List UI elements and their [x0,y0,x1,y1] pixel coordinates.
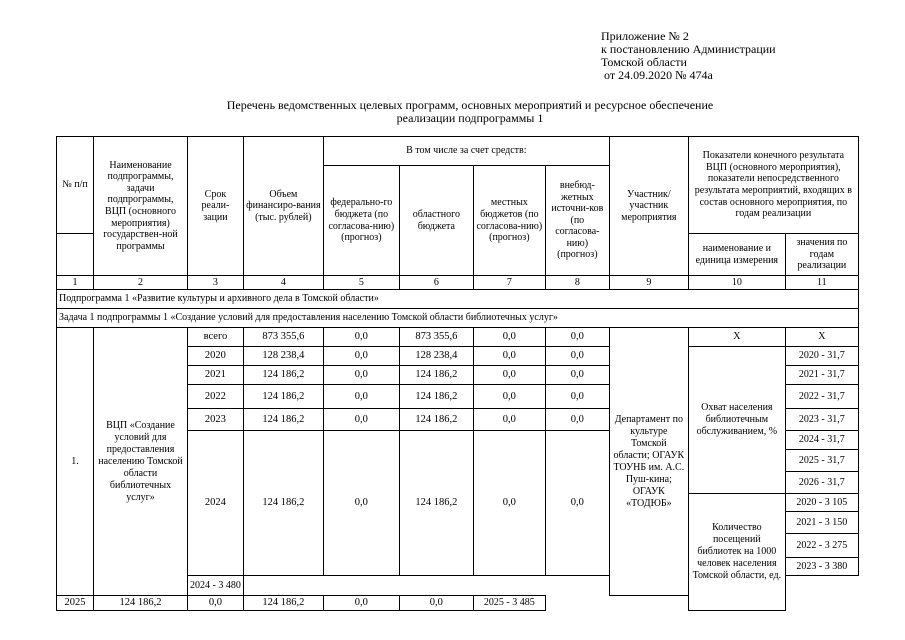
header-volume: Объем финансиро-вания (тыс. рублей) [243,137,323,276]
header-indicator-name: наименование и единица измерения [688,234,785,276]
volume-cell: 873 355,6 [243,328,323,347]
extra-cell: 0,0 [545,347,609,366]
item-number: 1. [57,328,94,596]
header-indicators: Показатели конечного результата ВЦП (основного мероприятия), показатели непосредственного результата мероприятий, входящих в состав основного мероприятия, по годам реализации [688,137,858,234]
header-regional: областного бюджета [399,166,473,276]
federal-cell: 0,0 [323,366,399,385]
local-cell: 0,0 [473,347,545,366]
volume-cell: 124 186,2 [94,596,188,611]
indicator-2-value: 2023 - 3 380 [785,558,858,576]
column-number: 1 [57,276,94,290]
federal-cell: 0,0 [323,431,399,576]
term-cell: 2020 [188,347,244,366]
volume-cell: 124 186,2 [243,431,323,576]
regional-cell: 124 186,2 [399,366,473,385]
indicator-1-value: 2020 - 31,7 [785,347,858,366]
local-cell: 0,0 [473,328,545,347]
local-cell: 0,0 [473,431,545,576]
appendix-line: к постановлению Администрации [601,42,776,56]
indicator-1-value: 2025 - 31,7 [785,450,858,472]
column-number: 11 [785,276,858,290]
column-numbers-row [57,276,859,290]
program-table [56,136,859,611]
indicator-1-value: 2023 - 31,7 [785,409,858,431]
federal-cell: 0,0 [188,596,244,611]
volume-cell: 124 186,2 [243,366,323,385]
indicator-1-value: 2026 - 31,7 [785,472,858,494]
regional-cell: 124 186,2 [399,409,473,431]
indicator-2-value: 2021 - 3 150 [785,512,858,534]
regional-cell: 124 186,2 [399,385,473,409]
extra-cell: 0,0 [545,409,609,431]
title-line-1: Перечень ведомственных целевых программ, основных мероприятий и ресурсное обеспечение [226,98,714,112]
federal-cell: 0,0 [323,328,399,347]
regional-cell: 124 186,2 [243,596,323,611]
federal-cell: 0,0 [323,347,399,366]
header-name: Наименование подпрограммы, задачи подпрограммы, ВЦП (основного мероприятия) государствен-ной программы [94,137,188,276]
indicator-1-name: Охват населения библиотечным обслуживанием, % [688,347,785,494]
column-number: 9 [609,276,688,290]
header-including: В том числе за счет средств: [323,137,609,166]
indicator-1-value: 2021 - 31,7 [785,366,858,385]
header-term: Срок реали-зации [188,137,244,276]
column-number: 8 [545,276,609,290]
task-row: Задача 1 подпрограммы 1 «Создание условий для предоставления населению Томской области библиотечных услуг» [57,309,859,328]
term-cell: 2025 [57,596,94,611]
indicator-2-value: 2025 - 3 485 [473,596,545,611]
local-cell: 0,0 [323,596,399,611]
local-cell: 0,0 [473,385,545,409]
header-participant: Участник/ участник мероприятия [609,137,688,276]
appendix-note [601,30,776,82]
term-cell: 2022 [188,385,244,409]
indicator-2-value: 2022 - 3 275 [785,534,858,558]
column-number: 10 [688,276,785,290]
column-number: 6 [399,276,473,290]
header-extra: внебюд-жетных источни-ков (по согласова-нию) (прогноз) [545,166,609,276]
indicator-2-value: 2020 - 3 105 [785,494,858,512]
subprogram-row: Подпрограмма 1 «Развитие культуры и архивного дела в Томской области» [57,290,859,309]
column-number: 4 [243,276,323,290]
header-indicator-values: значения по годам реализации [785,234,858,276]
indicator-1-value: 2022 - 31,7 [785,385,858,409]
federal-cell: 0,0 [323,409,399,431]
header-local: местных бюджетов (по согласова-нию) (прогноз) [473,166,545,276]
federal-cell: 0,0 [323,385,399,409]
title-line-2: реализации подпрограммы 1 [396,111,544,125]
column-number: 2 [94,276,188,290]
extra-cell: 0,0 [545,328,609,347]
header-num: № п/п [57,137,94,234]
term-cell: 2021 [188,366,244,385]
volume-cell: 128 238,4 [243,347,323,366]
regional-cell: 873 355,6 [399,328,473,347]
document-title [140,99,800,125]
volume-cell: 124 186,2 [243,385,323,409]
regional-cell: 128 238,4 [399,347,473,366]
indicator-2-value: 2024 - 3 480 [188,576,244,596]
volume-cell: 124 186,2 [243,409,323,431]
term-cell: 2024 [188,431,244,576]
indicator-1-value: 2024 - 31,7 [785,431,858,450]
term-cell: всего [188,328,244,347]
column-number: 5 [323,276,399,290]
appendix-line: Томской области [601,55,687,69]
header-federal: федерально-го бюджета (по согласова-нию) (прогноз) [323,166,399,276]
appendix-line: Приложение № 2 [601,29,689,43]
extra-cell: 0,0 [545,385,609,409]
column-number: 7 [473,276,545,290]
indicator-x-mark: Х [785,328,858,347]
extra-cell: 0,0 [545,431,609,576]
local-cell: 0,0 [473,366,545,385]
extra-cell: 0,0 [399,596,473,611]
indicator-2-name: Количество посещений библиотек на 1000 человек населения Томской области, ед. [688,494,785,611]
appendix-line: от 24.09.2020 № 474а [601,68,713,82]
participant-cell: Департамент по культуре Томской области; ОГАУК ТОУНБ им. А.С. Пуш-кина; ОГАУК «ТОДЮБ» [609,328,688,596]
item-name: ВЦП «Создание условий для предоставления населению Томской области библиотечных услуг» [94,328,188,596]
extra-cell: 0,0 [545,366,609,385]
column-number: 3 [188,276,244,290]
local-cell: 0,0 [473,409,545,431]
regional-cell: 124 186,2 [399,431,473,576]
term-cell: 2023 [188,409,244,431]
indicator-x-mark: Х [688,328,785,347]
